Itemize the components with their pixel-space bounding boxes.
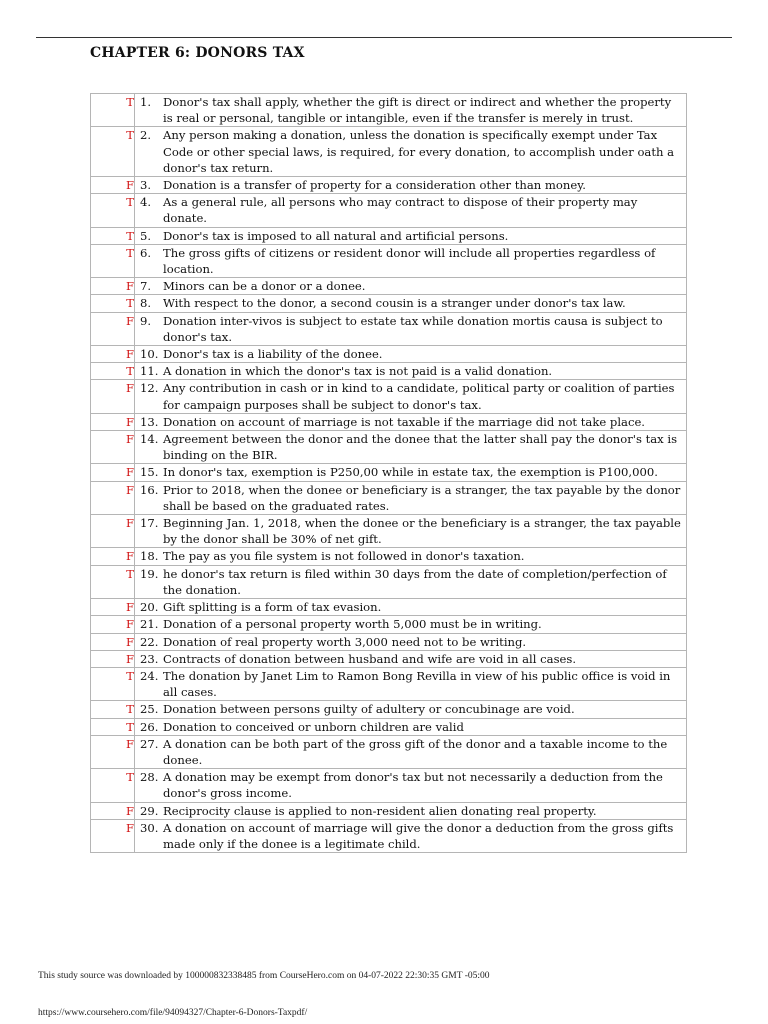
table-row (91, 94, 687, 127)
table-row (91, 346, 687, 363)
item-number: 17. (140, 516, 159, 531)
item-number: 29. (140, 803, 159, 818)
statement-cell (135, 667, 687, 700)
item-number: 5. (140, 228, 152, 243)
table-row (91, 278, 687, 295)
source-url[interactable]: https://www.coursehero.com/file/94094327/Chapter-6-Donors-Taxpdf/ (38, 1008, 308, 1018)
table-row (91, 380, 687, 413)
statement-text: Any person making a donation, unless the donation is specifically exempt under Tax Code or other special laws, is required, for every donation, to accomplish under oath a donor's tax return. (163, 128, 675, 175)
item-number: 3. (140, 178, 152, 193)
answer-cell: T (91, 718, 135, 735)
statement-cell (135, 363, 687, 380)
table-row (91, 363, 687, 380)
answer-cell: F (91, 735, 135, 768)
statement-text: Beginning Jan. 1, 2018, when the donee or the beneficiary is a stranger, the tax payable by the donor shall be 30% of net gift. (163, 516, 681, 547)
statement-cell (135, 718, 687, 735)
statement-text: Donation inter-vivos is subject to estate tax while donation mortis causa is subject to donor's tax. (163, 313, 663, 344)
item-number: 16. (140, 482, 159, 497)
answer-cell: T (91, 295, 135, 312)
table-row (91, 295, 687, 312)
table-row (91, 819, 687, 852)
answer-cell: F (91, 819, 135, 852)
table-row (91, 650, 687, 667)
statement-text: Prior to 2018, when the donee or beneficiary is a stranger, the tax payable by the donor shall be based on the graduated rates. (163, 482, 681, 513)
top-rule (36, 37, 732, 38)
answer-cell: F (91, 599, 135, 616)
quiz-table (90, 93, 687, 853)
answer-cell: T (91, 667, 135, 700)
item-number: 13. (140, 414, 159, 429)
item-number: 19. (140, 566, 159, 581)
item-number: 25. (140, 702, 159, 717)
statement-cell (135, 194, 687, 227)
statement-cell (135, 346, 687, 363)
table-row (91, 312, 687, 345)
table-row (91, 431, 687, 464)
statement-cell (135, 565, 687, 598)
answer-cell: F (91, 515, 135, 548)
statement-text: A donation may be exempt from donor's tax but not necessarily a deduction from the donor's gross income. (163, 770, 663, 801)
statement-cell (135, 312, 687, 345)
statement-cell (135, 616, 687, 633)
table-row (91, 194, 687, 227)
statement-text: Reciprocity clause is applied to non-resident alien donating real property. (163, 803, 597, 818)
statement-text: Donor's tax is a liability of the donee. (163, 347, 383, 362)
statement-cell (135, 278, 687, 295)
statement-cell (135, 515, 687, 548)
statement-text: The pay as you file system is not followed in donor's taxation. (163, 549, 525, 564)
statement-cell (135, 177, 687, 194)
statement-text: Gift splitting is a form of tax evasion. (163, 600, 382, 615)
statement-cell (135, 413, 687, 430)
statement-text: The gross gifts of citizens or resident donor will include all properties regardless of location. (163, 245, 656, 277)
item-number: 7. (140, 279, 152, 294)
answer-cell: F (91, 278, 135, 295)
item-number: 9. (140, 313, 152, 328)
answer-cell: F (91, 177, 135, 194)
item-number: 6. (140, 245, 152, 260)
quiz-table-body (91, 94, 687, 853)
answer-cell: F (91, 633, 135, 650)
statement-text: With respect to the donor, a second cousin is a stranger under donor's tax law. (163, 296, 626, 311)
answer-cell: T (91, 565, 135, 598)
answer-cell: F (91, 346, 135, 363)
statement-text: Donation to conceived or unborn children are valid (163, 719, 464, 734)
answer-cell: F (91, 413, 135, 430)
table-row (91, 667, 687, 700)
statement-text: Donation is a transfer of property for a consideration other than money. (163, 178, 586, 193)
item-number: 30. (140, 820, 159, 835)
table-row (91, 701, 687, 718)
statement-text: The donation by Janet Lim to Ramon Bong Revilla in view of his public office is void in all cases. (163, 668, 671, 700)
table-row (91, 127, 687, 177)
statement-text: A donation on account of marriage will give the donor a deduction from the gross gifts made only if the donee is a legitimate child. (163, 820, 674, 851)
statement-cell (135, 548, 687, 565)
table-row (91, 244, 687, 277)
item-number: 26. (140, 719, 159, 734)
table-row (91, 735, 687, 768)
statement-cell (135, 94, 687, 127)
answer-cell: F (91, 481, 135, 514)
item-number: 28. (140, 770, 159, 785)
answer-cell: T (91, 769, 135, 802)
statement-cell (135, 650, 687, 667)
item-number: 2. (140, 128, 152, 143)
item-number: 8. (140, 296, 152, 311)
answer-cell: T (91, 363, 135, 380)
item-number: 14. (140, 432, 159, 447)
statement-cell (135, 464, 687, 481)
statement-text: Agreement between the donor and the donee that the latter shall pay the donor's tax is binding on the BIR. (163, 432, 678, 463)
page-title: CHAPTER 6: DONORS TAX (90, 45, 305, 61)
answer-cell: F (91, 464, 135, 481)
item-number: 18. (140, 549, 159, 564)
statement-text: Minors can be a donor or a donee. (163, 279, 366, 294)
table-row (91, 565, 687, 598)
answer-cell: F (91, 431, 135, 464)
table-row (91, 718, 687, 735)
statement-cell (135, 431, 687, 464)
item-number: 4. (140, 195, 152, 210)
answer-cell: T (91, 94, 135, 127)
statement-text: Donor's tax shall apply, whether the gift is direct or indirect and whether the property is real or personal, tangible or intangible, even if the transfer is merely in trust. (163, 95, 672, 126)
answer-cell: T (91, 244, 135, 277)
statement-text: Donor's tax is imposed to all natural and artificial persons. (163, 228, 509, 243)
table-row (91, 599, 687, 616)
statement-text: Donation of real property worth 3,000 need not to be writing. (163, 634, 527, 649)
answer-cell: T (91, 127, 135, 177)
statement-text: As a general rule, all persons who may contract to dispose of their property may donate. (163, 195, 638, 226)
item-number: 24. (140, 668, 159, 683)
table-row (91, 633, 687, 650)
table-row (91, 548, 687, 565)
statement-cell (135, 380, 687, 413)
statement-cell (135, 295, 687, 312)
table-row (91, 515, 687, 548)
answer-cell: F (91, 548, 135, 565)
table-row (91, 177, 687, 194)
item-number: 12. (140, 381, 159, 396)
statement-cell (135, 127, 687, 177)
table-row (91, 616, 687, 633)
item-number: 10. (140, 347, 159, 362)
statement-text: A donation in which the donor's tax is not paid is a valid donation. (163, 364, 553, 379)
answer-cell: F (91, 380, 135, 413)
statement-cell (135, 735, 687, 768)
item-number: 21. (140, 617, 159, 632)
statement-cell (135, 227, 687, 244)
item-number: 11. (140, 364, 159, 379)
table-row (91, 802, 687, 819)
download-notice: This study source was downloaded by 100000832338485 from CourseHero.com on 04-07-2022 22:30:35 GMT -05:00 (38, 971, 490, 981)
answer-cell: F (91, 312, 135, 345)
statement-text: Donation between persons guilty of adultery or concubinage are void. (163, 702, 575, 717)
item-number: 1. (140, 95, 152, 109)
statement-text: In donor's tax, exemption is P250,00 while in estate tax, the exemption is P100,000. (163, 465, 658, 480)
item-number: 27. (140, 736, 159, 751)
item-number: 22. (140, 634, 159, 649)
statement-cell (135, 769, 687, 802)
item-number: 20. (140, 600, 159, 615)
table-row (91, 464, 687, 481)
statement-cell (135, 481, 687, 514)
answer-cell: T (91, 227, 135, 244)
statement-cell (135, 802, 687, 819)
answer-cell: T (91, 194, 135, 227)
statement-text: he donor's tax return is filed within 30 days from the date of completion/perfection of the donation. (163, 566, 667, 597)
table-row (91, 481, 687, 514)
statement-text: Contracts of donation between husband and wife are void in all cases. (163, 651, 577, 666)
table-row (91, 769, 687, 802)
item-number: 23. (140, 651, 159, 666)
statement-cell (135, 819, 687, 852)
statement-text: Donation of a personal property worth 5,000 must be in writing. (163, 617, 542, 632)
statement-text: Donation on account of marriage is not taxable if the marriage did not take place. (163, 414, 645, 429)
answer-cell: F (91, 616, 135, 633)
statement-cell (135, 244, 687, 277)
statement-cell (135, 633, 687, 650)
statement-cell (135, 599, 687, 616)
table-row (91, 227, 687, 244)
answer-cell: F (91, 802, 135, 819)
item-number: 15. (140, 465, 159, 480)
table-row (91, 413, 687, 430)
statement-cell (135, 701, 687, 718)
answer-cell: F (91, 650, 135, 667)
statement-text: Any contribution in cash or in kind to a candidate, political party or coalition of parties for campaign purposes shall be subject to donor's tax. (163, 381, 675, 412)
answer-cell: T (91, 701, 135, 718)
statement-text: A donation can be both part of the gross gift of the donor and a taxable income to the donee. (163, 736, 668, 767)
